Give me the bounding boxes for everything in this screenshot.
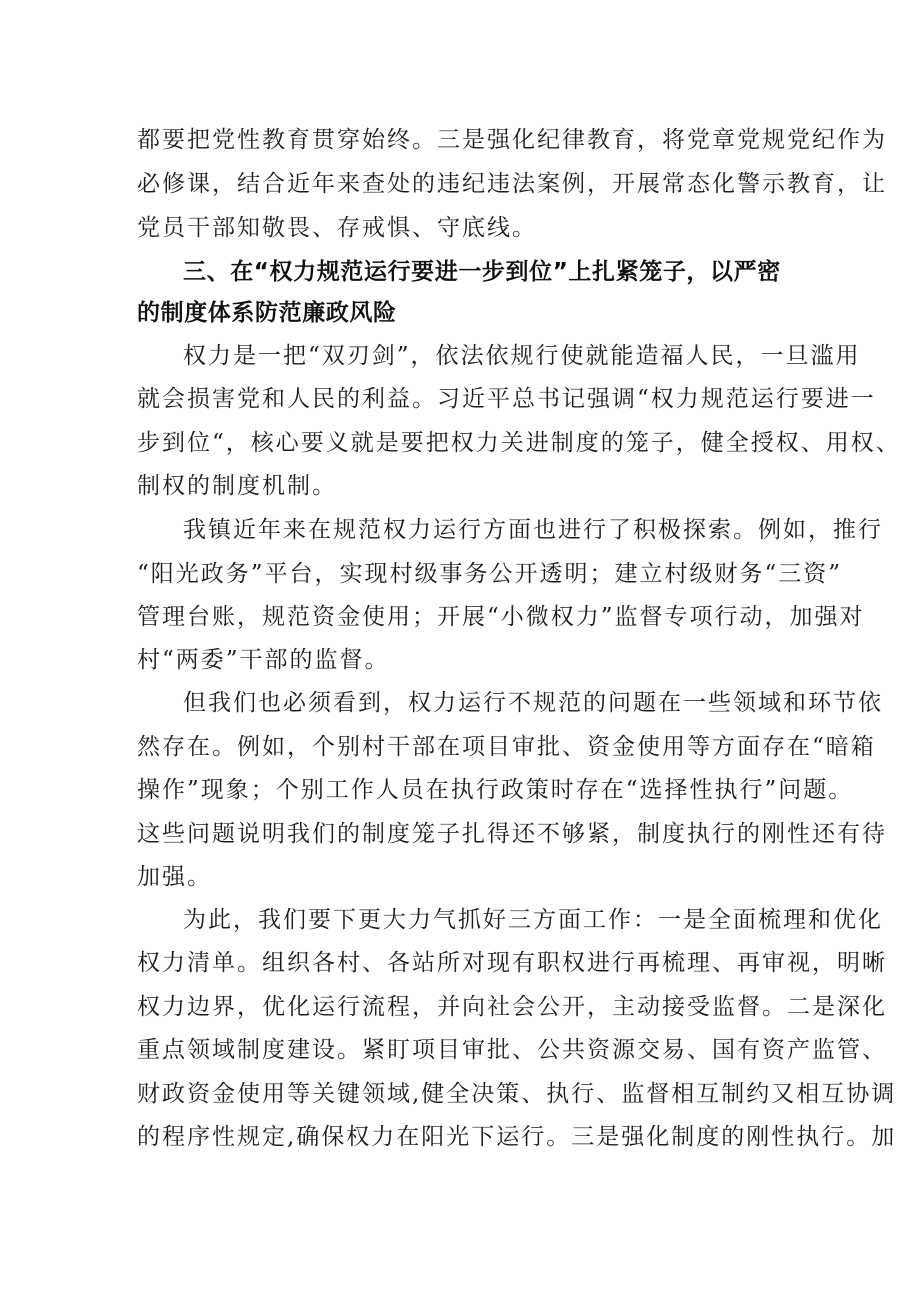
paragraph-4-line-4: 重点领域制度建设。紧盯项目审批、公共资源交易、国有资产监管、 <box>137 1037 887 1063</box>
paragraph-1-line-2: 就会损害党和人民的利益。习近平总书记强调“权力规范运行要进一 <box>137 386 876 412</box>
paragraph-3-line-1: 但我们也必须看到，权力运行不规范的问题在一些领域和环节依 <box>183 690 883 716</box>
paragraph-4-line-2: 权力清单。组织各村、各站所对现有职权进行再梳理、再审视，明晰 <box>137 950 887 976</box>
section-heading-line-1: 三、在“权力规范运行要进一步到位”上扎紧笼子，以严密 <box>183 259 781 285</box>
paragraph-1-line-3: 步到位“，核心要义就是要把权力关进制度的笼子，健全授权、用权、 <box>137 430 901 456</box>
paragraph-3-line-5: 加强。 <box>137 864 212 890</box>
paragraph-3-line-3: 操作”现象；个别工作人员在执行政策时存在“选择性执行”问题。 <box>137 777 854 803</box>
paragraph-2-line-4: 村“两委”干部的监督。 <box>137 647 390 673</box>
paragraph-4-line-1: 为此，我们要下更大力气抓好三方面工作：一是全面梳理和优化 <box>183 907 883 933</box>
paragraph-1-line-4: 制权的制度机制。 <box>137 473 337 499</box>
intro-line-2: 必修课，结合近年来查处的违纪违法案例，开展常态化警示教育，让 <box>137 171 887 197</box>
paragraph-3-line-2: 然存在。例如，个别村干部在项目审批、资金使用等方面存在“暗箱 <box>137 734 876 760</box>
paragraph-3-line-4: 这些问题说明我们的制度笼子扎得还不够紧，制度执行的刚性还有待 <box>137 821 887 847</box>
paragraph-4-line-5: 财政资金使用等关键领域,健全决策、执行、监督相互制约又相互协调 <box>137 1081 897 1107</box>
section-heading-line-2: 的制度体系防范廉政风险 <box>137 300 397 326</box>
intro-line-3: 党员干部知敬畏、存戒惧、守底线。 <box>137 215 537 241</box>
paragraph-1-line-1: 权力是一把“双刃剑”，依法依规行使就能造福人民，一旦滥用 <box>183 343 861 369</box>
intro-line-1: 都要把党性教育贯穿始终。三是强化纪律教育，将党章党规党纪作为 <box>137 127 887 153</box>
paragraph-4-line-3: 权力边界，优化运行流程，并向社会公开，主动接受监督。二是深化 <box>137 994 887 1020</box>
paragraph-2-line-3: 管理台账，规范资金使用；开展“小微权力”监督专项行动，加强对 <box>137 604 865 630</box>
paragraph-4-line-6: 的程序性规定,确保权力在阳光下运行。三是强化制度的刚性执行。加 <box>137 1124 897 1150</box>
paragraph-2-line-2: “阳光政务”平台，实现村级事务公开透明；建立村级财务“三资” <box>137 561 843 587</box>
paragraph-2-line-1: 我镇近年来在规范权力运行方面也进行了积极探索。例如，推行 <box>183 517 883 543</box>
